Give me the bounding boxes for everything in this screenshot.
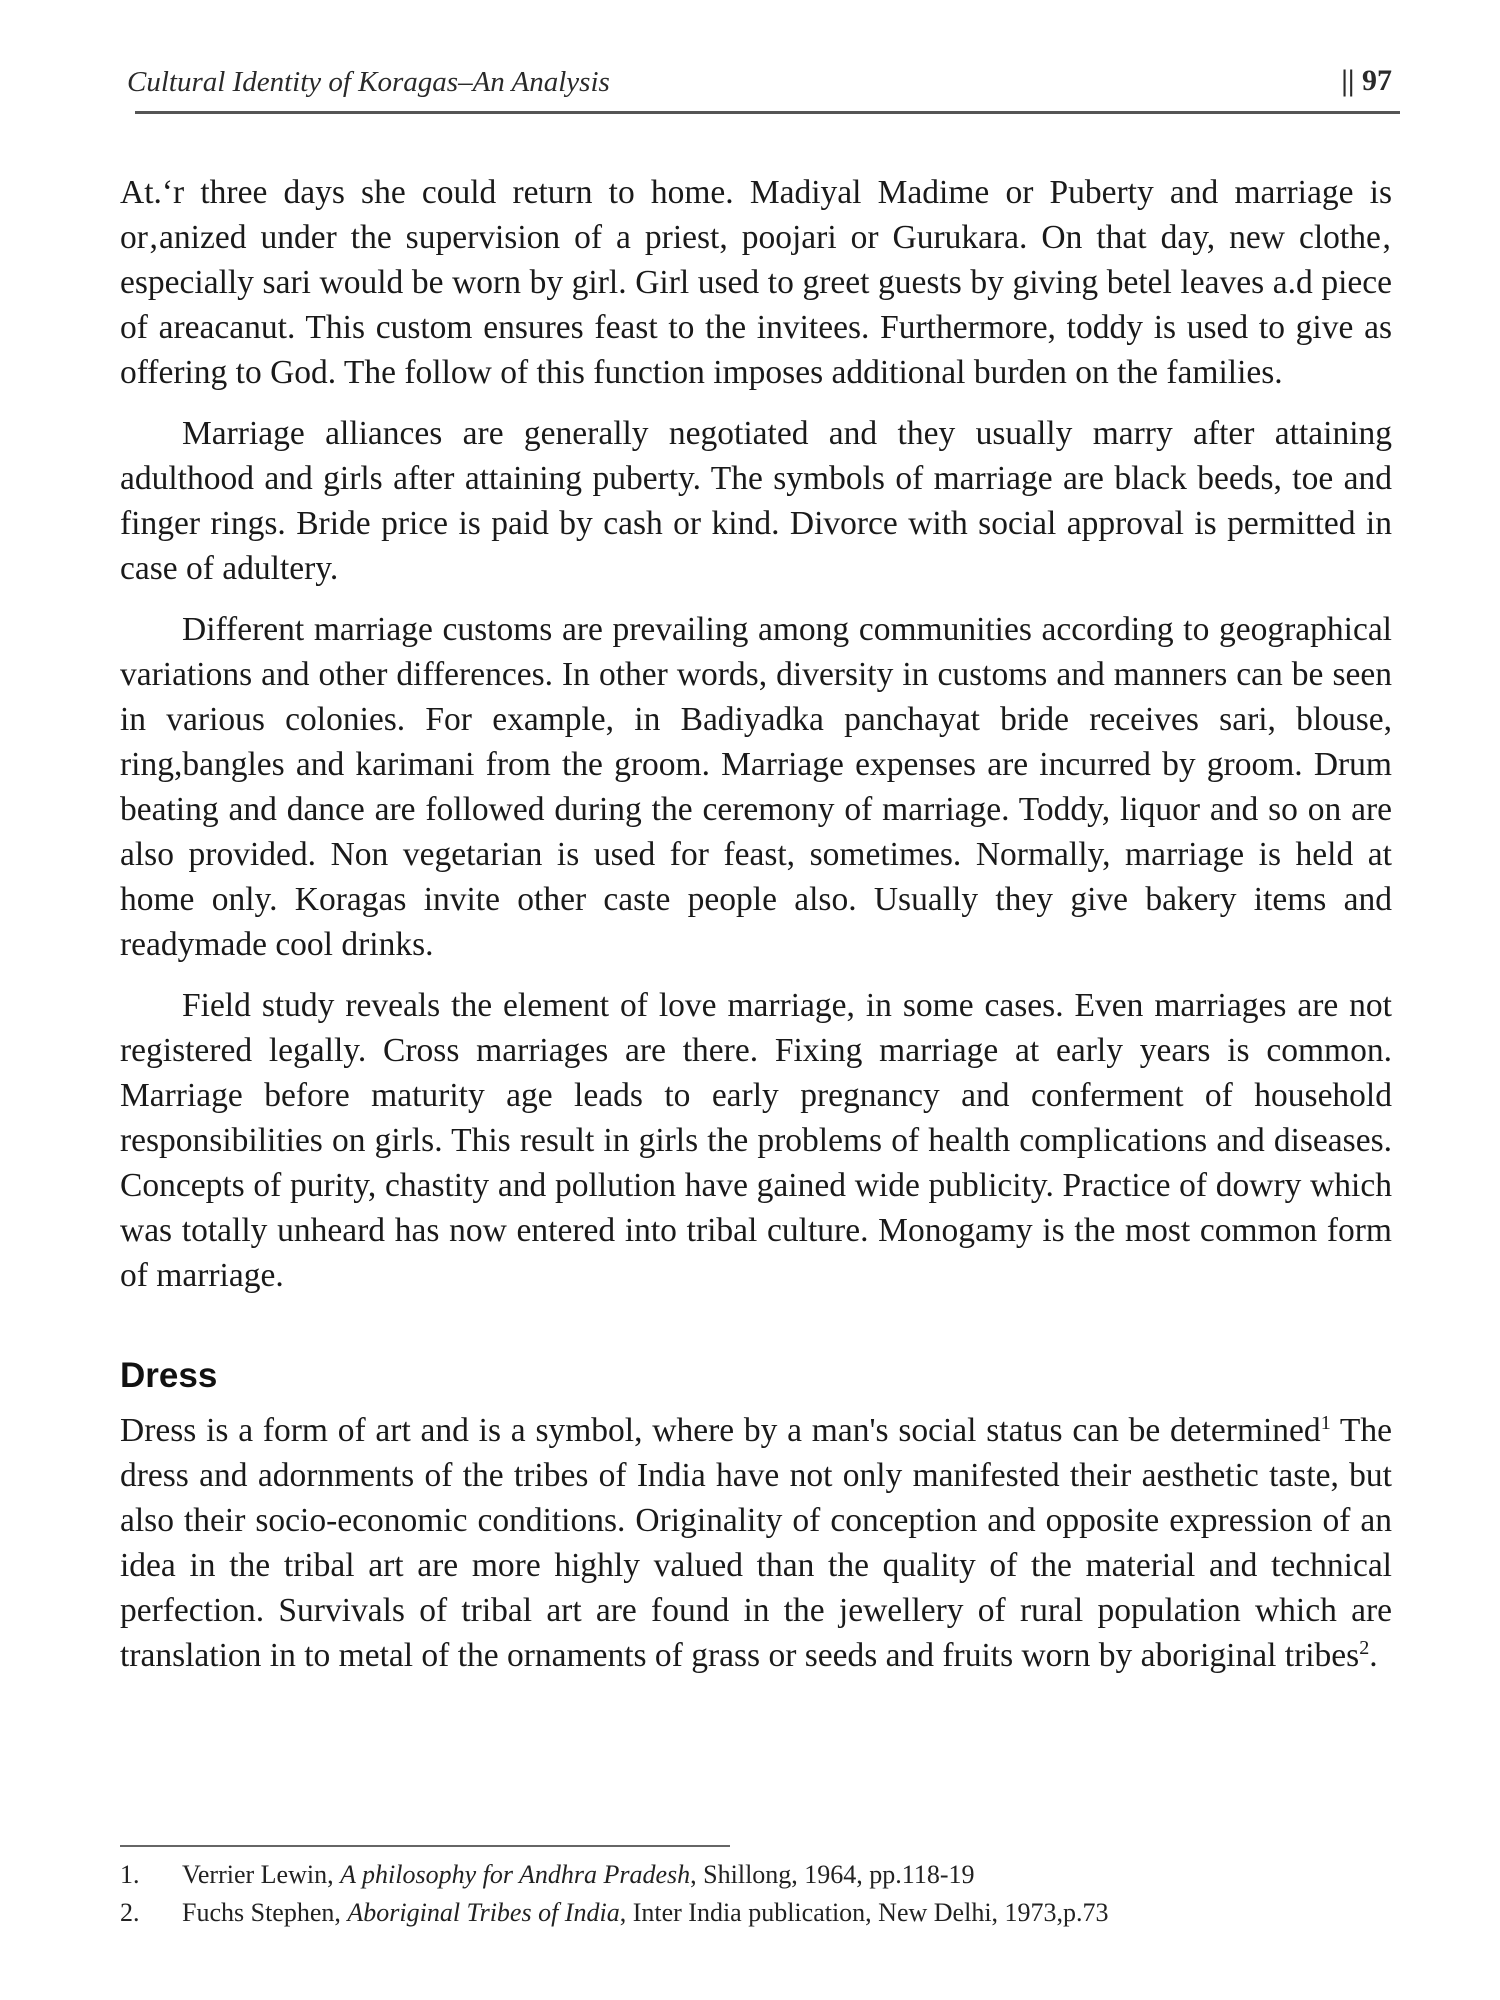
dress-text-b: The dress and adornments of the tribes of India have not only manifested their aesthetic taste, but also their socio-economic conditions. Originality of conception and opposite expression of an idea in the tribal art are more highly valued than the quality of the material and technical perfection. Survivals of tribal art are found in the jewellery of rural population which are translation in to metal of the ornaments of grass or seeds and fruits worn by aboriginal tribes (120, 1412, 1392, 1674)
footnote-author: Fuchs Stephen, (182, 1898, 348, 1927)
footnote-ref-2[interactable]: 2 (1359, 1636, 1370, 1659)
running-title: Cultural Identity of Koragas–An Analysis (127, 66, 610, 98)
footnote-details: , Shillong, 1964, pp.118-19 (690, 1860, 975, 1889)
footnote-number: 1. (120, 1860, 140, 1889)
footnote-rule (120, 1845, 730, 1847)
running-header (125, 62, 1400, 114)
footnote-text (182, 1856, 975, 1894)
paragraph-3: Different marriage customs are prevailing among communities according to geographical variations and other differences. In other words, diversity in customs and manners can be seen in various colonies. For example, in Badiyadka panchayat bride receives sari, blouse, ring,bangles and karimani from the groom. Marriage expenses are incurred by groom. Drum beating and dance are followed during the ceremony of marriage. Toddy, liquor and so on are also provided. Non vegetarian is used for feast, sometimes. Normally, marriage is held at home only. Koragas invite other caste people also. Usually they give bakery items and readymade cool drinks. (120, 611, 1392, 963)
paragraph-1: At.‘r three days she could return to home. Madiyal Madime or Puberty and marriage is or‚anized under the supervision of a priest, poojari or Gurukara. On that day, new clothe‚ especially sari would be worn by girl. Girl used to greet guests by giving betel leaves a.d piece of areacanut. This custom ensures feast to the invitees. Furthermore, toddy is used to give as offering to God. The follow of this function imposes additional burden on the families. (120, 174, 1392, 391)
paragraph-4: Field study reveals the element of love marriage, in some cases. Even marriages are not registered legally. Cross marriages are there. Fixing marriage at early years is common. Marriage before maturity age leads to early pregnancy and conferment of household responsibilities on girls. This result in girls the problems of health complications and diseases. Concepts of purity, chastity and pollution have gained wide publicity. Practice of dowry which was totally unheard has now entered into tribal culture. Monogamy is the most common form of marriage. (120, 987, 1392, 1294)
footnote-title: Aboriginal Tribes of India (347, 1898, 620, 1927)
footnote-details: , Inter India publication, New Delhi, 1973,p.73 (619, 1898, 1109, 1927)
dress-paragraph (120, 1408, 1392, 1678)
footnote-2 (120, 1894, 1320, 1932)
section-heading-dress: Dress (120, 1356, 218, 1395)
footnote-number: 2. (120, 1898, 140, 1927)
footnotes (120, 1856, 1320, 1932)
page-body (120, 170, 1392, 1694)
page-number: || 97 (1341, 64, 1392, 97)
header-rule (135, 111, 1400, 114)
paragraph-2: Marriage alliances are generally negotiated and they usually marry after attaining adulthood and girls after attaining puberty. The symbols of marriage are black beeds, toe and finger rings. Bride price is paid by cash or kind. Divorce with social approval is permitted in case of adultery. (120, 415, 1392, 587)
footnote-ref-1[interactable]: 1 (1320, 1411, 1331, 1434)
footnote-title: A philosophy for Andhra Pradesh (340, 1860, 691, 1889)
footnote-text (182, 1894, 1109, 1932)
footnote-author: Verrier Lewin, (182, 1860, 341, 1889)
dress-text-a: Dress is a form of art and is a symbol, where by a man's social status can be determined (120, 1412, 1321, 1449)
footnote-1 (120, 1856, 1320, 1894)
dress-text-end: . (1369, 1637, 1378, 1674)
